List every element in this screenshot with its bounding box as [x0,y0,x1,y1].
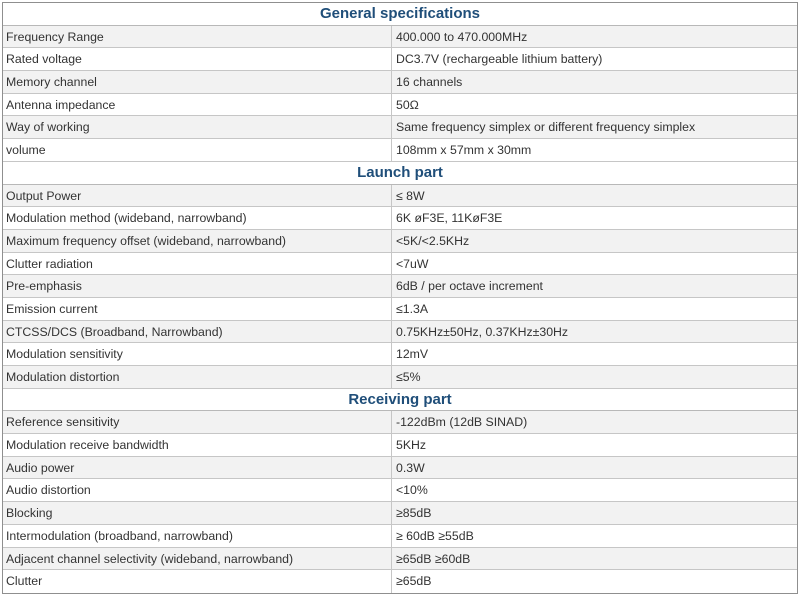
table-row [3,525,797,548]
spec-label: Modulation sensitivity [3,343,392,365]
table-row [3,94,797,117]
section-header-general: General specifications [3,3,797,26]
table-row [3,207,797,230]
spec-label: Modulation method (wideband, narrowband) [3,207,392,229]
table-row [3,321,797,344]
spec-label: Memory channel [3,71,392,93]
table-row [3,434,797,457]
spec-label: Blocking [3,502,392,524]
spec-label: Reference sensitivity [3,411,392,433]
spec-value: <5K/<2.5KHz [396,233,470,248]
spec-label: Pre-emphasis [3,275,392,297]
spec-label: Clutter radiation [3,253,392,275]
spec-value: ≥85dB [396,506,432,521]
spec-label: Intermodulation (broadband, narrowband) [3,525,392,547]
table-row [3,570,797,593]
spec-value: 0.75KHz±50Hz, 0.37KHz±30Hz [396,324,569,339]
spec-value: -122dBm (12dB SINAD) [396,415,528,430]
spec-value: 6dB / per octave increment [396,279,543,294]
table-row [3,502,797,525]
spec-value: <10% [396,483,428,498]
spec-value: Same frequency simplex or different frequency simplex [396,120,696,135]
spec-value: 16 channels [396,75,463,90]
spec-value: ≥65dB [396,574,432,589]
spec-value: 5KHz [396,438,427,453]
table-row [3,71,797,94]
spec-label: Rated voltage [3,48,392,70]
spec-value: DC3.7V (rechargeable lithium battery) [396,52,603,67]
spec-value: ≤ 8W [396,188,425,203]
table-row [3,230,797,253]
spec-value: 12mV [396,347,429,362]
spec-label: Frequency Range [3,26,392,48]
table-row [3,548,797,571]
spec-label: volume [3,139,392,161]
table-row [3,275,797,298]
table-row [3,457,797,480]
table-row [3,366,797,389]
spec-value: 50Ω [396,97,419,112]
spec-label: Audio distortion [3,479,392,501]
spec-value: ≤5% [396,370,421,384]
table-row [3,116,797,139]
table-row [3,479,797,502]
section-header-launch: Launch part [3,162,797,185]
spec-label: Adjacent channel selectivity (wideband, narrowband) [3,548,392,570]
spec-label: Output Power [3,185,392,207]
spec-label: Modulation distortion [3,366,392,388]
spec-label: Emission current [3,298,392,320]
spec-label: Antenna impedance [3,94,392,116]
spec-value: ≥ 60dB ≥55dB [396,528,474,543]
spec-value: 6K øF3E, 11KøF3E [396,211,503,226]
spec-value: <7uW [396,256,429,271]
spec-label: Way of working [3,116,392,138]
spec-label: Modulation receive bandwidth [3,434,392,456]
table-row [3,48,797,71]
table-row [3,411,797,434]
spec-label: Maximum frequency offset (wideband, narrowband) [3,230,392,252]
spec-label: Audio power [3,457,392,479]
table-row [3,343,797,366]
spec-value: 400.000 to 470.000MHz [396,29,528,44]
table-row [3,185,797,208]
table-row [3,26,797,49]
spec-value: 108mm x 57mm x 30mm [396,143,532,158]
spec-table [2,2,798,594]
table-row [3,253,797,276]
table-row [3,298,797,321]
table-row [3,139,797,162]
spec-label: Clutter [3,570,392,593]
spec-value: ≥65dB ≥60dB [396,551,471,566]
spec-label: CTCSS/DCS (Broadband, Narrowband) [3,321,392,343]
section-header-receiving: Receiving part [3,389,797,412]
spec-value: ≤1.3A [396,301,429,316]
spec-value: 0.3W [396,460,425,475]
